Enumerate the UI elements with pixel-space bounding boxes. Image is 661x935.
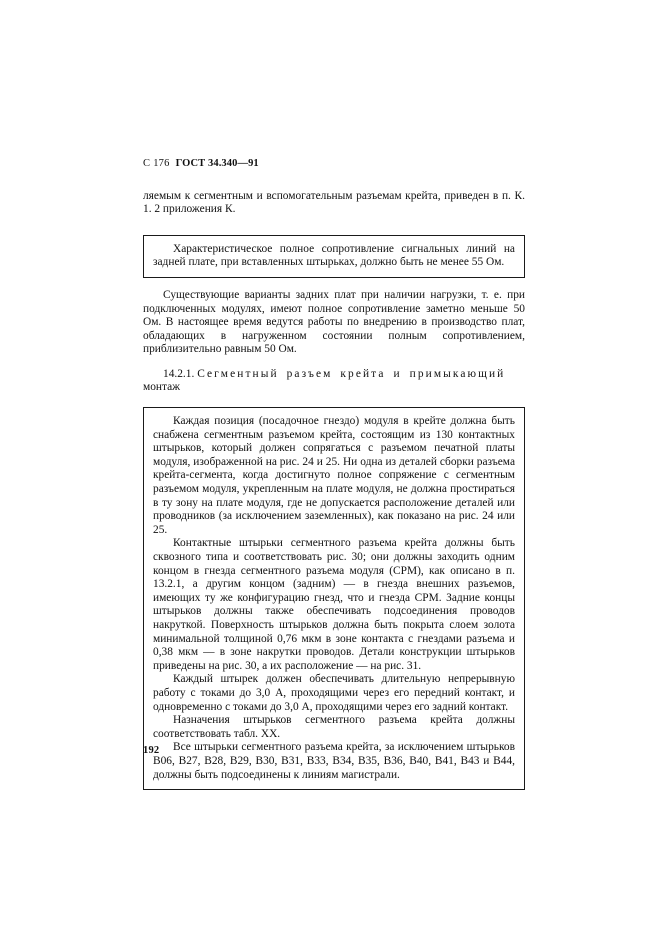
standard-designation: ГОСТ 34.340—91 <box>175 158 259 169</box>
section-heading-14-2-1 <box>143 368 525 395</box>
note-box-impedance-text: Характеристическое полное сопротивление сигнальных линий на задней плате, при вставленных штырьках, должно быть не менее 55 Ом. <box>153 242 515 269</box>
note-box-segment-connector <box>143 407 525 790</box>
section-heading-title: Сегментный разъем крейта и примыкающий <box>197 367 506 380</box>
page-number: 192 <box>143 745 160 756</box>
section-heading-number: 14.2.1. <box>163 367 195 380</box>
paragraph-backplane-impedance: Существующие варианты задних плат при наличии нагрузки, т. е. при подключенных модулях, имеют полное сопротивление заметно меньше 50 Ом. В настоящее время ведутся работы по внедрению в производство плат, обладающих в нагруженном состоянии полным сопротивлением, приблизительно равным 50 Ом. <box>143 288 525 356</box>
note-paragraph-position-socket: Каждая позиция (посадочное гнездо) модуля в крейте должна быть снабжена сегментным разъемом крейта, состоящим из 130 контактных штырьков, который должен сопрягаться с разъемом печатной платы модуля, изображенной на рис. 24 и 25. Ни одна из деталей сборки разъема крейта-сегмента, когда достигнуто полное сопряжение с сегментным разъемом модуля, укрепленным на плате модуля, не должна простираться в ту зону на плате модуля, где не допускается расположение деталей или проводников (за исключением заземленных), как показано на рис. 24 или 25. <box>153 415 515 536</box>
running-head <box>143 158 525 170</box>
section-heading-title-tail: монтаж <box>143 381 181 394</box>
note-paragraph-contact-pins: Контактные штырьки сегментного разъема крейта должны быть сквозного типа и соответствовать рис. 30; они должны заходить одним концом в гнезда сегментного разъема модуля (СРМ), как описано в п. 13.2.1, а другим концом (задним) — в гнезда внешних разъемов, имеющих ту же конфигурацию гнезд, что и гнезда СРМ. Задние концы штырьков должны также обеспечивать подсоединения проводов накруткой. Поверхность штырьков должна быть покрыта слоем золота минимальной толщиной 0,76 мкм в зоне контакта с гнездами разъема и 0,38 мкм — в зоне накрутки проводов. Детали конструкции штырьков приведены на рис. 30, а их расположение — на рис. 31. <box>153 537 515 672</box>
page-content <box>143 158 525 790</box>
note-box-impedance <box>143 235 525 278</box>
note-paragraph-pin-assignments: Назначения штырьков сегментного разъема крейта должны соответствовать табл. XX. <box>153 714 515 740</box>
note-paragraph-current-rating: Каждый штырек должен обеспечивать длительную непрерывную работу с токами до 3,0 А, проходящими через его передний контакт, и одновременно с токами до 3,0 А, проходящими через его задний контакт. <box>153 673 515 713</box>
note-paragraph-bus-lines: Все штырьки сегментного разъема крейта, за исключением штырьков В06, В27, В28, В29, В30, В31, В33, В34, В35, В36, В40, В41, В43 и В44, должны быть подсоединены к линиям магистрали. <box>153 741 515 781</box>
lead-paragraph: ляемым к сегментным и вспомогательным разъемам крейта, приведен в п. К. 1. 2 приложения К. <box>143 189 525 216</box>
sheet-number: 176 <box>153 158 170 169</box>
sheet-mark-label: С <box>143 158 151 169</box>
